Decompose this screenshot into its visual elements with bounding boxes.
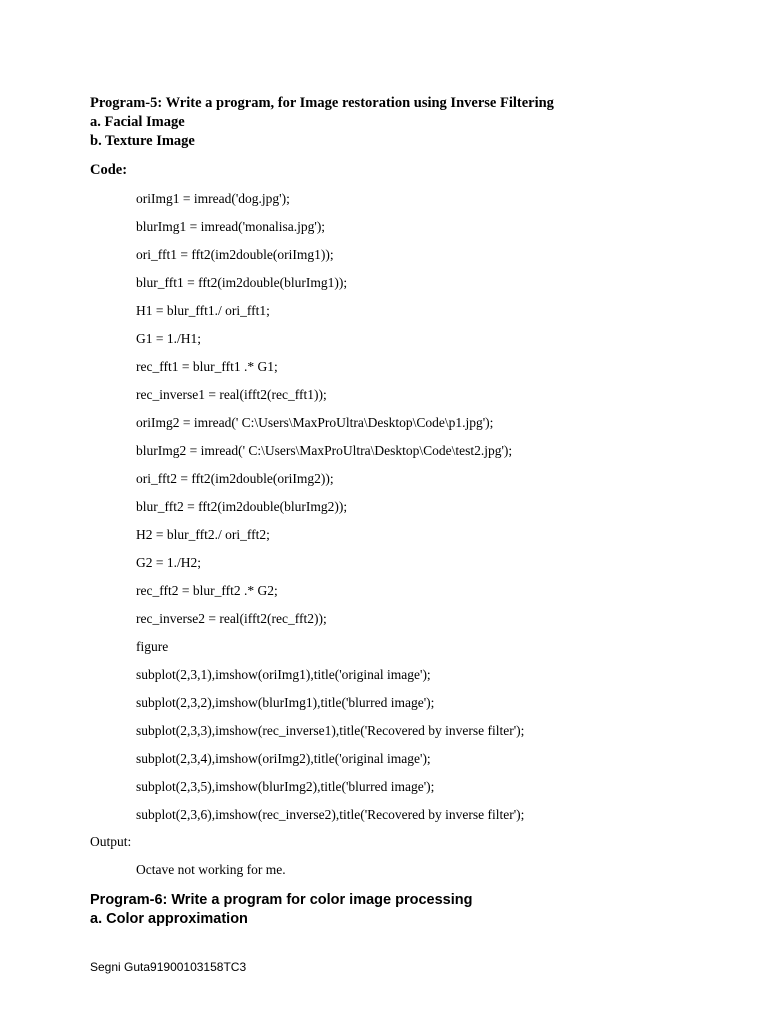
- code-line: subplot(2,3,3),imshow(rec_inverse1),title('Recovered by inverse filter');: [136, 723, 525, 738]
- output-label: Output:: [90, 834, 132, 849]
- code-line: ori_fft1 = fft2(im2double(oriImg1));: [136, 247, 334, 262]
- program-5-item-b: b. Texture Image: [90, 133, 195, 149]
- code-line: rec_inverse1 = real(ifft2(rec_fft1));: [136, 387, 327, 402]
- code-line: figure: [136, 639, 169, 654]
- code-line: ori_fft2 = fft2(im2double(oriImg2));: [136, 471, 334, 486]
- program-5-item-a: a. Facial Image: [90, 114, 185, 130]
- code-line: G1 = 1./H1;: [136, 331, 201, 346]
- page-footer: Segni Guta91900103158TC3: [90, 960, 247, 974]
- code-line: subplot(2,3,4),imshow(oriImg2),title('original image');: [136, 751, 431, 766]
- code-line: blurImg2 = imread(' C:\Users\MaxProUltra\Desktop\Code\test2.jpg');: [136, 443, 513, 458]
- code-line: rec_fft2 = blur_fft2 .* G2;: [136, 583, 278, 598]
- code-line: blur_fft2 = fft2(im2double(blurImg2));: [136, 499, 348, 514]
- program-6-item-a: a. Color approximation: [90, 911, 248, 927]
- code-line: rec_inverse2 = real(ifft2(rec_fft2));: [136, 611, 327, 626]
- code-line: subplot(2,3,1),imshow(oriImg1),title('original image');: [136, 667, 431, 682]
- code-line: H1 = blur_fft1./ ori_fft1;: [136, 303, 270, 318]
- code-line: oriImg2 = imread(' C:\Users\MaxProUltra\Desktop\Code\p1.jpg');: [136, 415, 494, 430]
- code-label: Code:: [90, 162, 128, 178]
- program-5-title: Program-5: Write a program, for Image restoration using Inverse Filtering: [90, 95, 554, 111]
- code-line: H2 = blur_fft2./ ori_fft2;: [136, 527, 270, 542]
- code-line: oriImg1 = imread('dog.jpg');: [136, 191, 290, 206]
- output-text: Octave not working for me.: [136, 862, 286, 877]
- code-line: rec_fft1 = blur_fft1 .* G1;: [136, 359, 278, 374]
- code-line: G2 = 1./H2;: [136, 555, 201, 570]
- code-line: subplot(2,3,5),imshow(blurImg2),title('blurred image');: [136, 779, 435, 794]
- code-line: blurImg1 = imread('monalisa.jpg');: [136, 219, 326, 234]
- program-6-title: Program-6: Write a program for color image processing: [90, 892, 473, 908]
- code-line: blur_fft1 = fft2(im2double(blurImg1));: [136, 275, 348, 290]
- code-block: [136, 190, 524, 834]
- code-line: subplot(2,3,2),imshow(blurImg1),title('blurred image');: [136, 695, 435, 710]
- code-line: subplot(2,3,6),imshow(rec_inverse2),title('Recovered by inverse filter');: [136, 807, 525, 822]
